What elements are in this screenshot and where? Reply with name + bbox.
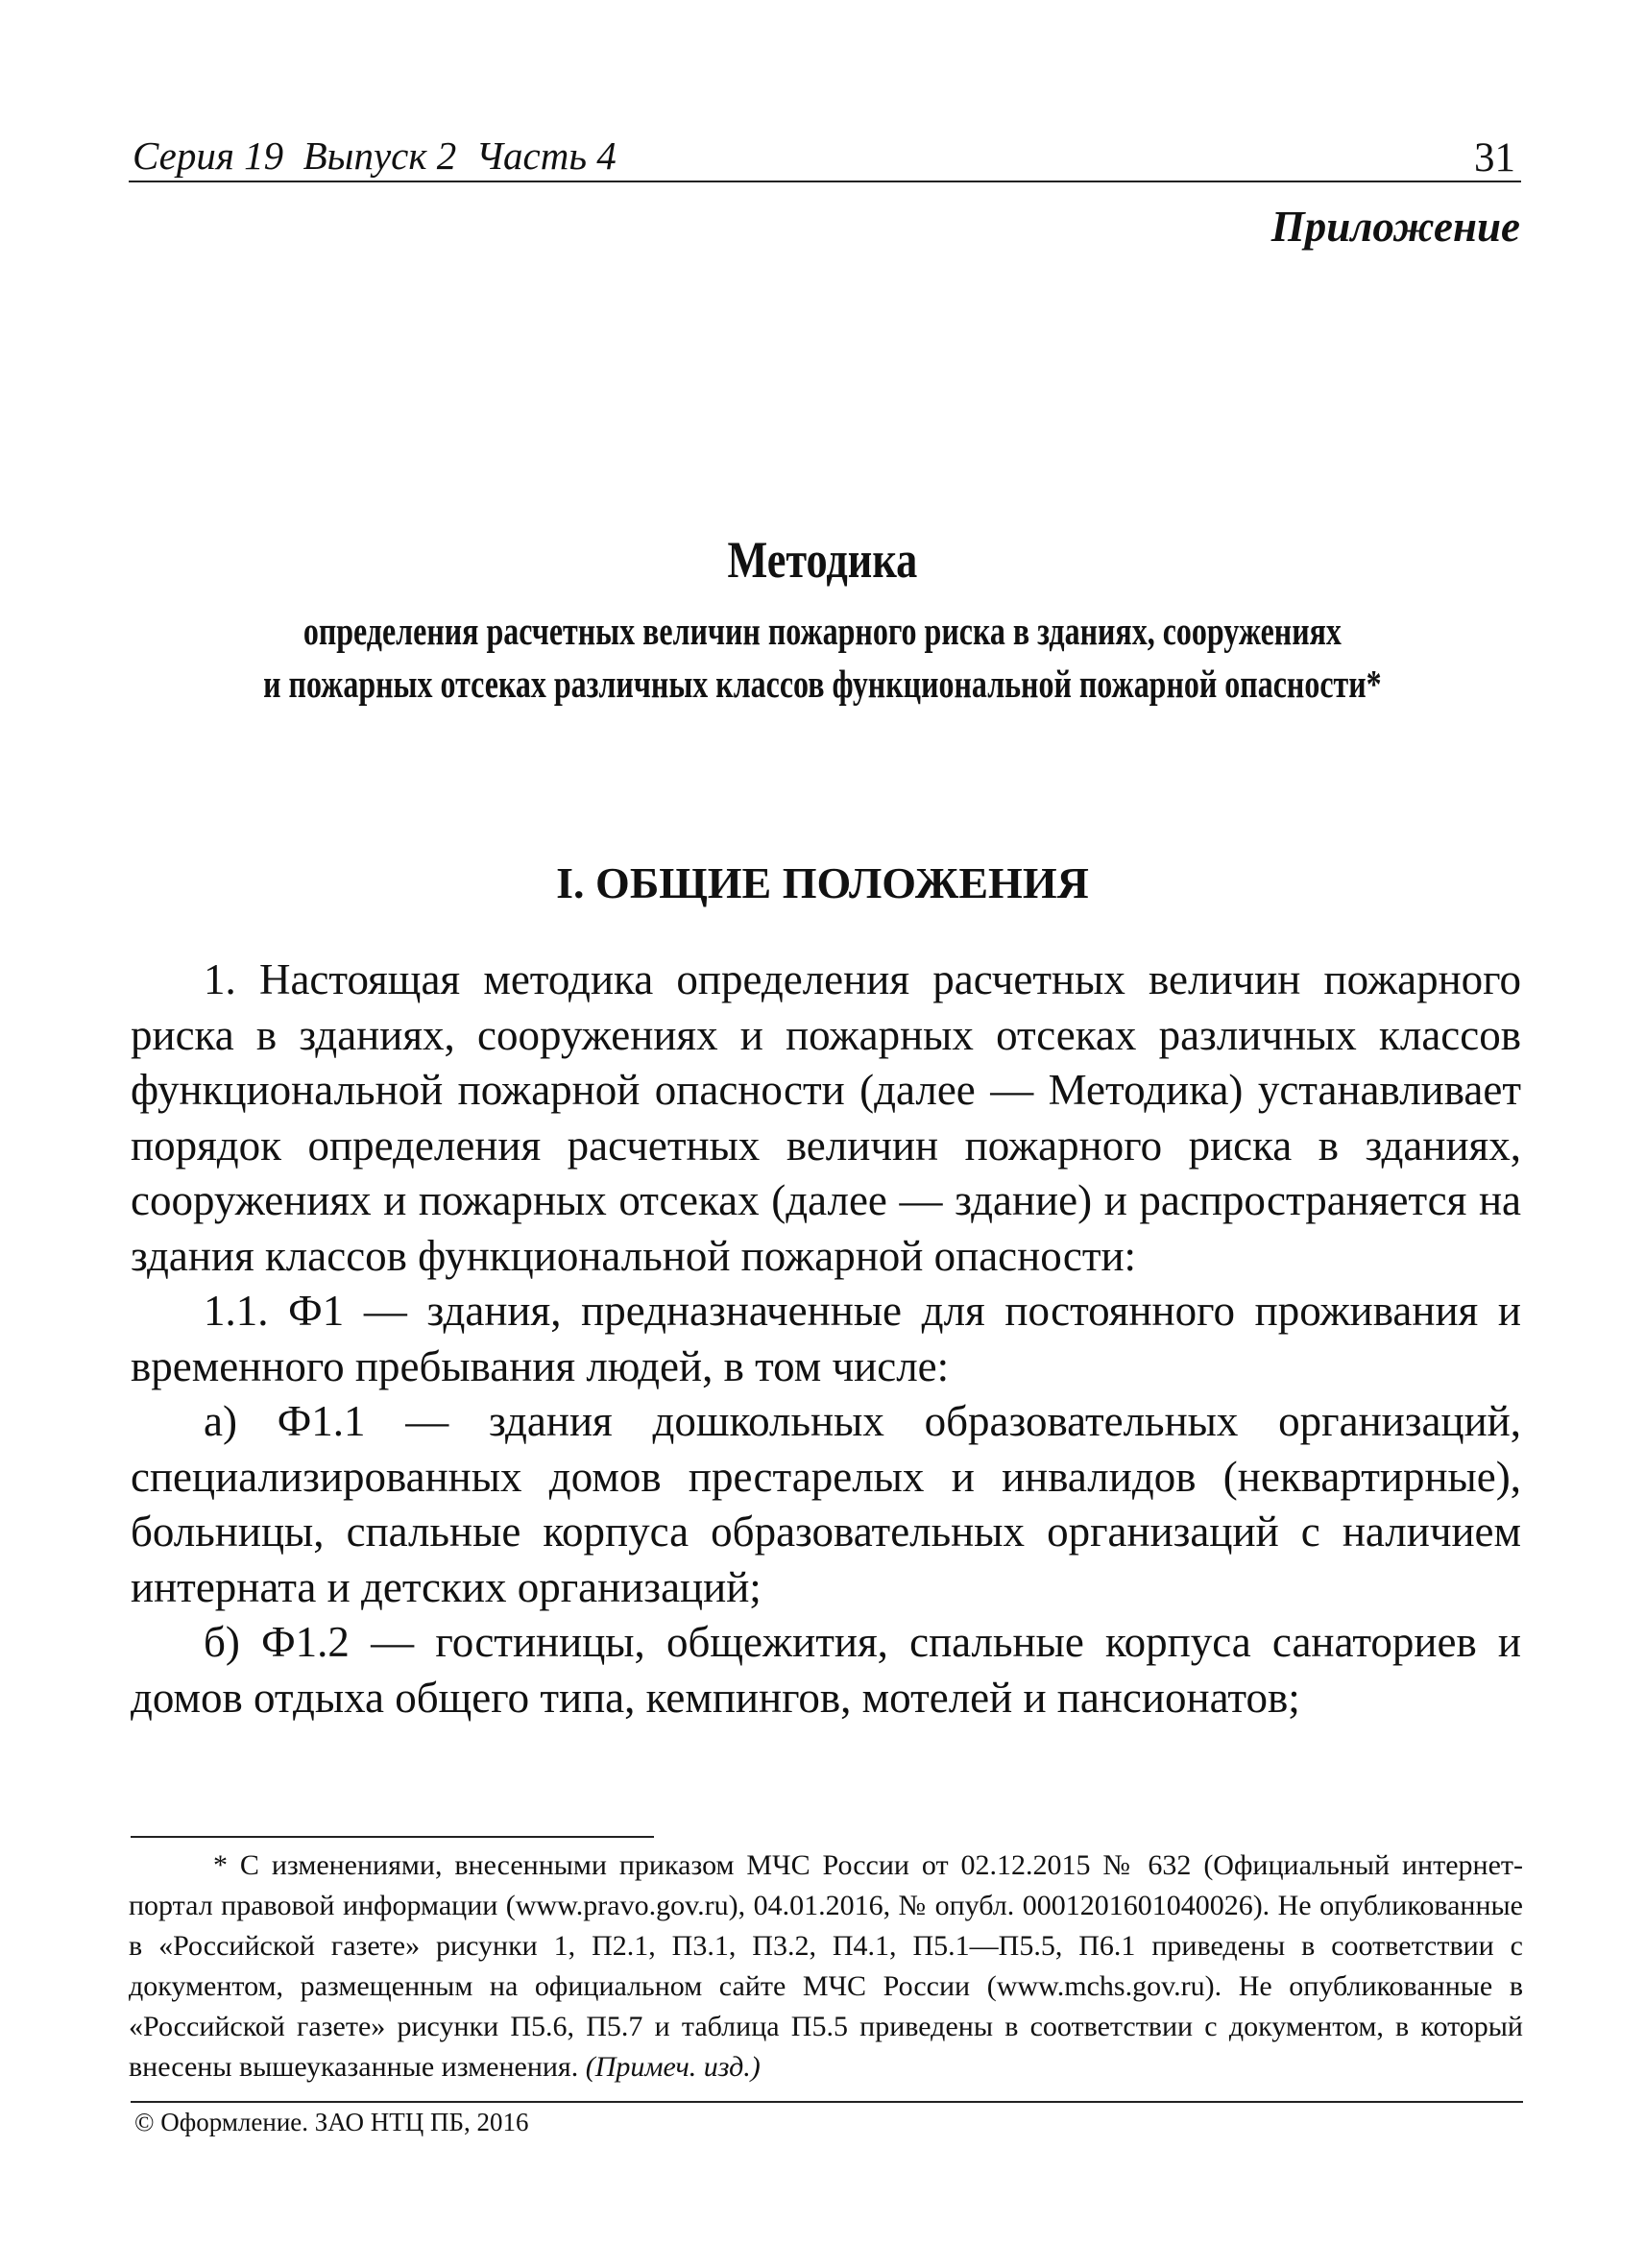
series-label: Серия 19 Выпуск 2 Часть 4 bbox=[133, 133, 617, 178]
copyright-divider bbox=[131, 2101, 1523, 2103]
paragraph-a: а) Ф1.1 — здания дошкольных образовательных организаций, специализированных домов престарелых и инвалидов (неквартирные), больницы, спальные корпуса образовательных организаций с наличием интерната и детских организаций; bbox=[131, 1397, 1521, 1611]
appendix-label: Приложение bbox=[1270, 203, 1520, 251]
paragraph-1-1: 1.1. Ф1 — здания, предназначенные для постоянного проживания и временного пребывания людей, в том числе: bbox=[131, 1287, 1521, 1390]
document-subtitle-line-1: определения расчетных величин пожарного риска в зданиях, сооружениях bbox=[302, 609, 1342, 653]
footnote-paragraph bbox=[129, 1846, 1523, 2087]
editor-note-tag: (Примеч. изд.) bbox=[585, 2051, 761, 2083]
footnote-text: * С изменениями, внесенными приказом МЧС России от 02.12.2015 № 632 (Официальный интернет-портал правовой информации (www.pravo.gov.ru), 04.01.2016, № опубл. 0001201601040026). Не опубликованные в «Российской газете» рисунки 1, П2.1, П3.1, П3.2, П4.1, П5.1—П5.5, П6.1 приведены в соответствии с документом, размещенным на официальном сайте МЧС России (www.mchs.gov.ru). Не опубликованные в «Российской газете» рисунки П5.6, П5.7 и таблица П5.5 приведены в соответствии с документом, в который внесены вышеуказанные изменения. bbox=[129, 1849, 1523, 2083]
copyright-notice: © Оформление. ЗАО НТЦ ПБ, 2016 bbox=[134, 2108, 529, 2136]
running-header bbox=[129, 133, 1521, 182]
paragraph-1: 1. Настоящая методика определения расчетных величин пожарного риска в зданиях, сооружениях и пожарных отсеках различных классов функциональной пожарной опасности (далее — Методика) устанавливает порядок определения расчетных величин пожарного риска в зданиях, сооружениях и пожарных отсеках (далее — здание) и распространяется на здания классов функциональной пожарной опасности: bbox=[131, 955, 1521, 1280]
paragraph-b: б) Ф1.2 — гостиницы, общежития, спальные корпуса санаториев и домов отдыха общего типа, кемпингов, мотелей и пансионатов; bbox=[131, 1618, 1521, 1722]
document-title: Методика bbox=[727, 531, 918, 589]
footnote-divider bbox=[131, 1836, 654, 1838]
section-heading: I. ОБЩИЕ ПОЛОЖЕНИЯ bbox=[556, 858, 1089, 907]
page-number: 31 bbox=[1474, 135, 1515, 181]
document-subtitle-line-2: и пожарных отсеках различных классов функциональной пожарной опасности* bbox=[263, 662, 1382, 706]
footnote bbox=[129, 1846, 1523, 2087]
body-text bbox=[131, 953, 1521, 1725]
